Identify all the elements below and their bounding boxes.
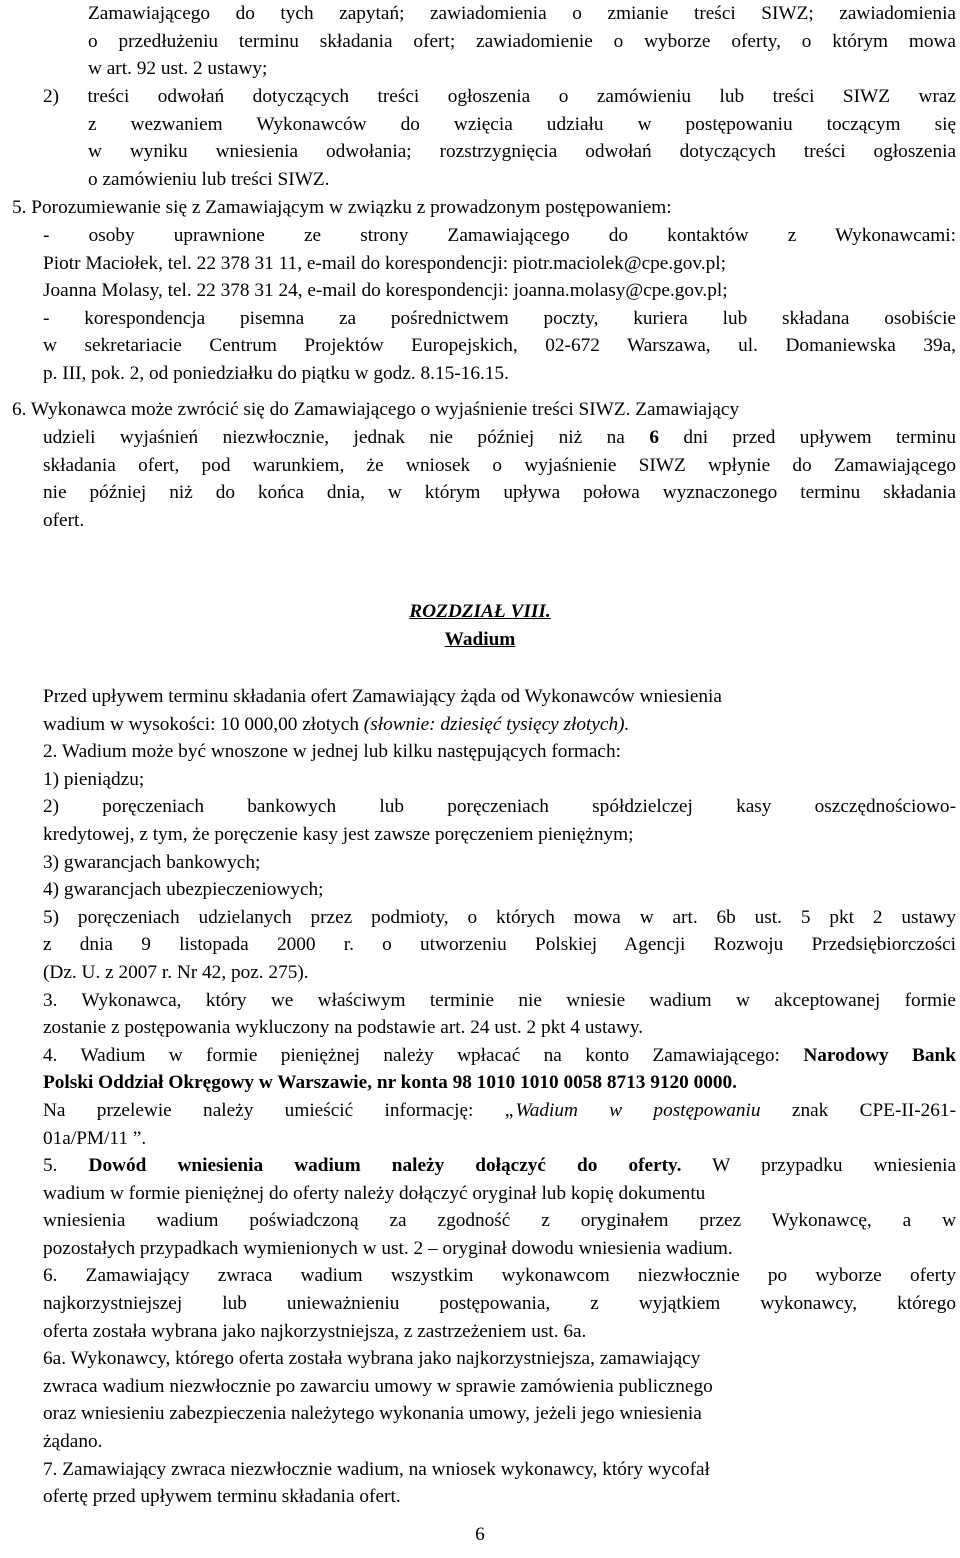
text-line: najkorzystniejszej lub unieważnieniu postępowania, z wyjątkiem wykonawcy, którego [43, 1293, 956, 1315]
text-line: wadium w formie pieniężnej do oferty należy dołączyć oryginał lub kopię dokumentu [43, 1182, 706, 1204]
text-line: - korespondencja pisemna za pośrednictwem poczty, kuriera lub składana osobiście [43, 307, 956, 329]
chapter-title: Wadium [444, 629, 516, 650]
proof-requirement: Dowód wniesienia wadium należy dołączyć do oferty. [88, 1155, 682, 1177]
wadium-section [43, 683, 956, 1511]
bank-name: Narodowy Bank [803, 1044, 956, 1066]
page-number: 6 [475, 1524, 485, 1545]
days-count: 6 [649, 427, 659, 448]
text-line: zostanie z postępowania wykluczony na podstawie art. 24 ust. 2 pkt 4 ustawy. [43, 1017, 644, 1039]
text-line: z dnia 9 listopada 2000 r. o utworzeniu Polskiej Agencji Rozwoju Przedsiębiorczości [43, 934, 956, 956]
text-line: 2) treści odwołań dotyczących treści ogłoszenia o zamówieniu lub treści SIWZ wraz [43, 86, 956, 107]
text-line: Przed upływem terminu składania ofert Zamawiający żąda od Wykonawców wniesienia [43, 686, 722, 707]
text-line: 5) poręczeniach udzielanych przez podmioty, o których mowa w art. 6b ust. 5 pkt 2 ustawy [43, 906, 956, 928]
text-run: 5. [43, 1155, 89, 1177]
text-line: w sekretariacie Centrum Projektów Europejskich, 02-672 Warszawa, ul. Domaniewska 39a, [43, 335, 956, 357]
text-line: 4) gwarancjach ubezpieczeniowych; [43, 879, 324, 901]
text-line: o przedłużeniu terminu składania ofert; zawiadomienie o wyborze oferty, o którym mowa [88, 30, 956, 52]
text-line [43, 711, 956, 739]
text-line: 3. Wykonawca, który we właściwym terminie nie wniesie wadium w akceptowanej formie [43, 989, 956, 1011]
text-line: w wyniku wniesienia odwołania; rozstrzygnięcia odwołań dotyczących treści ogłoszenia [88, 141, 956, 163]
text-line: pozostałych przypadkach wymienionych w ust. 2 – oryginał dowodu wniesienia wadium. [43, 1237, 733, 1259]
text-line [43, 1042, 956, 1070]
text-line: oferta została wybrana jako najkorzystniejsza, z zastrzeżeniem ust. 6a. [43, 1320, 587, 1342]
item-2-paragraph [43, 83, 956, 193]
text-line: Joanna Molasy, tel. 22 378 31 24, e-mail do korespondencji: joanna.molasy@cpe.gov.pl; [43, 280, 728, 302]
text-line: 6. Wykonawca może zwrócić się do Zamawiającego o wyjaśnienie treści SIWZ. Zamawiający [12, 399, 740, 420]
text-line: Piotr Maciołek, tel. 22 378 31 11, e-mail do korespondencji: piotr.maciolek@cpe.gov.pl; [43, 252, 726, 274]
text-line: nie później niż do końca dnia, w którym upływa połowa wyznaczonego terminu składania [43, 482, 956, 504]
text-line: 7. Zamawiający zwraca niezwłocznie wadium, na wniosek wykonawcy, który wycofał [43, 1458, 710, 1480]
text-line: 01a/PM/11 ”. [43, 1127, 147, 1149]
text-line: 1) pieniądzu; [43, 768, 145, 790]
text-run: wadium w wysokości: 10 000,00 złotych [43, 713, 364, 735]
text-line: 2. Wadium może być wnoszone w jednej lub kilku następujących formach: [43, 741, 621, 763]
text-line: 5. Porozumiewanie się z Zamawiającym w związku z prowadzonym postępowaniem: [12, 197, 672, 218]
text-line: ofertę przed upływem terminu składania ofert. [43, 1486, 401, 1508]
text-run: Na przelewie należy umieścić informację: [43, 1099, 505, 1121]
text-line: oraz wniesieniu zabezpieczenia należytego wykonania umowy, jeżeli jego wniesienia [43, 1403, 702, 1425]
text-line: o zamówieniu lub treści SIWZ. [88, 168, 330, 190]
text-line: ofert. [43, 509, 85, 531]
text-line: zwraca wadium niezwłocznie po zawarciu umowy w sprawie zamówienia publicznego [43, 1375, 713, 1397]
text-line: 2) poręczeniach bankowych lub poręczeniach spółdzielczej kasy oszczędnościowo- [43, 796, 956, 818]
text-run: W przypadku wniesienia [681, 1155, 956, 1177]
text-line [43, 1069, 956, 1097]
text-line: z wezwaniem Wykonawców do wzięcia udziału w postępowaniu toczącym się [88, 113, 956, 135]
text-line [43, 424, 956, 452]
text-line: 6. Zamawiający zwraca wadium wszystkim wykonawcom niezwłocznie po wyborze oferty [43, 1265, 956, 1287]
text-line: - osoby uprawnione ze strony Zamawiającego do kontaktów z Wykonawcami: [43, 225, 956, 246]
text-run: udzieli wyjaśnień niezwłocznie, jednak nie później niż na [43, 427, 650, 448]
text-line: p. III, pok. 2, od poniedziałku do piątku w godz. 8.15-16.15. [43, 362, 509, 384]
text-run: znak CPE-II-261- [760, 1099, 956, 1121]
text-line: 6a. Wykonawcy, którego oferta została wybrana jako najkorzystniejsza, zamawiający [43, 1348, 701, 1370]
transfer-title: „Wadium w postępowaniu [504, 1099, 761, 1121]
text-line [43, 1097, 956, 1125]
amount-in-words: (słownie: dziesięć tysięcy złotych). [363, 713, 630, 735]
text-line: 3) gwarancjach bankowych; [43, 851, 261, 873]
text-run: dni przed upływem terminu [658, 427, 956, 448]
section-5-communication [12, 194, 956, 222]
text-line: (Dz. U. z 2007 r. Nr 42, poz. 275). [43, 961, 309, 983]
section-5-body [43, 222, 956, 388]
text-line: wniesienia wadium poświadczoną za zgodność z oryginałem przez Wykonawcę, a w [43, 1210, 956, 1232]
intro-paragraph [88, 0, 956, 83]
text-line: w art. 92 ust. 2 ustawy; [88, 58, 268, 80]
section-6-clarification [12, 396, 956, 424]
text-line: Zamawiającego do tych zapytań; zawiadomienia o zmianie treści SIWZ; zawiadomienia [88, 3, 956, 24]
text-run: 4. Wadium w formie pieniężnej należy wpłacać na konto Zamawiającego: [43, 1044, 804, 1066]
chapter-number: ROZDZIAŁ VIII. [409, 601, 551, 622]
bank-account: Polski Oddział Okręgowy w Warszawie, nr konta 98 1010 1010 0058 8713 9120 0000. [43, 1072, 737, 1094]
text-line: składania ofert, pod warunkiem, że wniosek o wyjaśnienie SIWZ wpłynie do Zamawiającego [43, 454, 956, 476]
text-line [43, 1152, 956, 1180]
section-6-body [43, 424, 956, 534]
text-line: żądano. [43, 1431, 103, 1453]
text-line: kredytowej, z tym, że poręczenie kasy jest zawsze poręczeniem pieniężnym; [43, 823, 634, 845]
